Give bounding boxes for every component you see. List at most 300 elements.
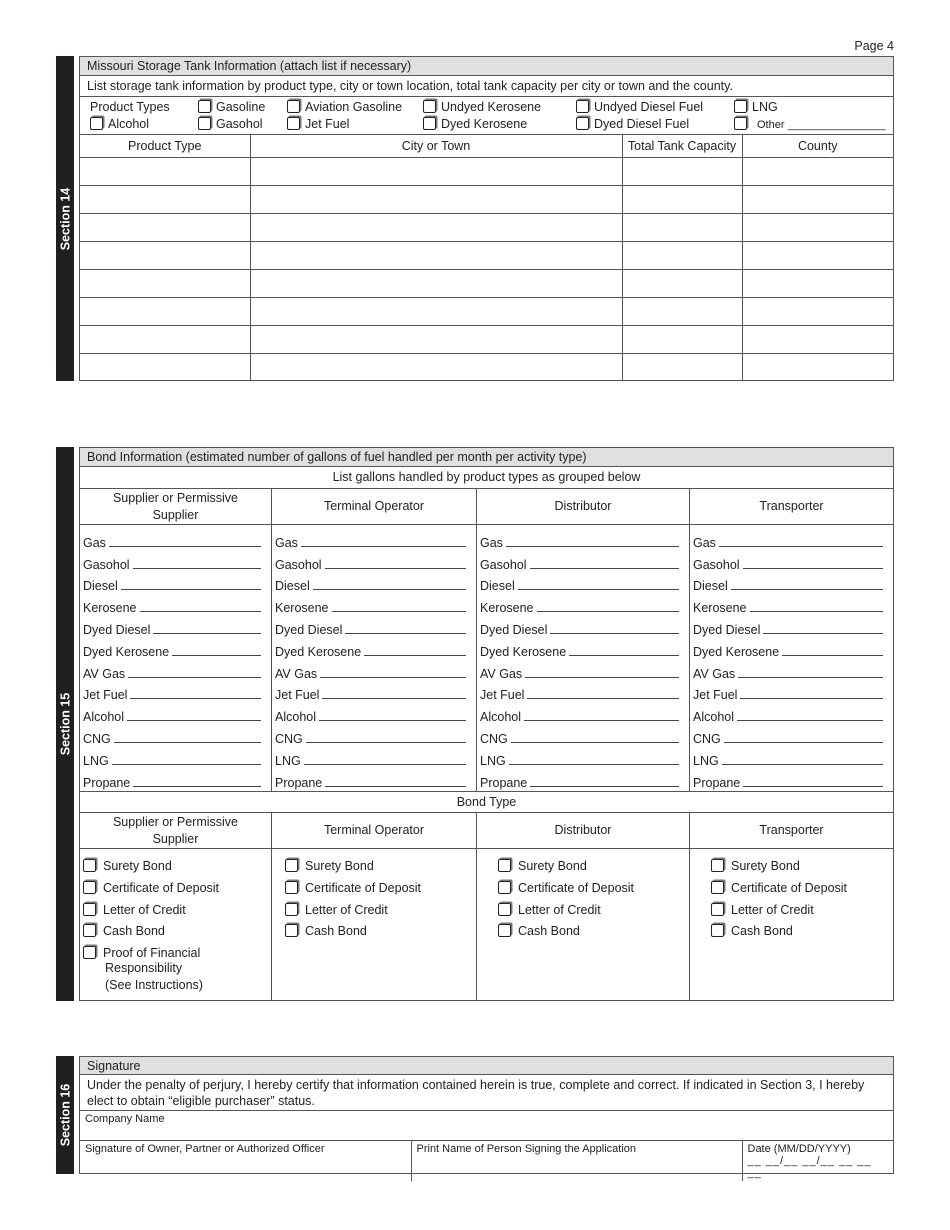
bond-option-label: Certificate of Deposit [731,880,848,895]
checkbox-icon [498,903,511,916]
fill-line [524,720,679,721]
fill-line [740,698,883,699]
gallons-field-diesel[interactable] [477,572,689,594]
gallons-field-alcohol[interactable] [477,702,689,724]
signature-field[interactable] [80,1141,411,1181]
table-cell[interactable] [622,325,742,353]
bond-option-label: Letter of Credit [103,902,186,917]
table-cell[interactable] [742,185,893,213]
table-row [80,185,893,213]
fuel-label: CNG [693,731,721,746]
gallons-column-supplier-or-permissive-supplier [80,489,272,791]
fill-line [525,677,679,678]
gallons-field-av-gas[interactable] [477,659,689,681]
fill-line [301,546,466,547]
gallons-field-gasohol[interactable] [80,550,271,572]
column-header-label: Transporter [759,499,824,513]
table-cell[interactable] [250,297,622,325]
gallons-field-kerosene[interactable] [272,593,476,615]
table-cell[interactable] [622,213,742,241]
table-cell[interactable] [622,185,742,213]
table-row [80,297,893,325]
fill-line [112,764,261,765]
table-row [80,213,893,241]
gallons-field-gasohol[interactable] [272,550,476,572]
bond-option-label: Surety Bond [518,859,587,873]
bond-option-label: Letter of Credit [518,902,601,917]
fill-line [530,568,679,569]
gallons-field-gas[interactable] [477,528,689,550]
bond-option-letter-of-credit[interactable] [272,900,476,922]
column-header-label: Terminal Operator [323,499,425,513]
fill-line [172,655,261,656]
gallons-field-lng[interactable] [272,746,476,768]
checkbox-icon [711,924,724,937]
product-checkbox-gasohol[interactable]: Gasohol [198,117,263,132]
section-14-instructions: List storage tank information by product type, city or town location, total tank capacity per city or town and the county. [80,76,893,97]
fill-line [719,546,883,547]
column-header-label: Distributor [554,499,612,513]
fuel-label: AV Gas [275,666,318,681]
gallons-field-propane[interactable] [80,768,271,790]
date-label: Date (MM/DD/YYYY) [747,1143,851,1155]
fuel-label: Propane [480,775,528,790]
column-header-label: Transporter [759,823,824,837]
checkbox-icon [498,859,511,872]
bond-option-certificate-of-deposit[interactable] [477,878,689,900]
fuel-label: Diesel [275,579,310,594]
bond-option-label: Cash Bond [518,924,580,939]
fill-line [509,764,679,765]
table-cell[interactable] [250,213,622,241]
fuel-label: Dyed Diesel [83,622,151,637]
table-cell[interactable] [80,213,250,241]
bond-option-cash-bond[interactable] [80,921,271,943]
fill-line [511,742,679,743]
fuel-label: Jet Fuel [480,688,525,703]
table-row [80,325,893,353]
column-header-label: Supplier or Permissive Supplier [112,814,239,846]
table-cell[interactable] [742,297,893,325]
checkbox-icon [285,924,298,937]
checkbox-icon [734,100,747,113]
fuel-label: Dyed Diesel [693,622,761,637]
column-header-label: Distributor [554,823,612,837]
product-checkbox-alcohol[interactable]: Alcohol [90,117,149,132]
fill-line [537,611,679,612]
table-row [80,241,893,269]
gallons-field-cng[interactable] [80,724,271,746]
bond-option-letter-of-credit[interactable] [477,900,689,922]
gallons-field-av-gas[interactable] [80,659,271,681]
bond-option-surety-bond[interactable] [690,856,893,878]
table-cell[interactable] [622,297,742,325]
section-16-tab: Section 16 [56,1056,74,1174]
gallons-field-alcohol[interactable] [272,702,476,724]
gallons-field-alcohol[interactable] [80,702,271,724]
table-cell[interactable] [250,269,622,297]
bond-option-cash-bond[interactable] [477,921,689,943]
table-row [80,353,893,381]
fuel-label: CNG [275,731,303,746]
gallons-field-kerosene[interactable] [80,593,271,615]
gallons-column-terminal-operator [272,489,477,791]
column-header-county: County [742,135,893,157]
table-cell[interactable] [80,185,250,213]
product-types-block [80,97,893,135]
table-cell[interactable] [622,353,742,381]
gallons-field-gasohol[interactable] [690,550,893,572]
fuel-label: Dyed Diesel [275,622,343,637]
column-header-city-or-town: City or Town [250,135,622,157]
table-cell[interactable] [742,157,893,185]
checkbox-icon [711,881,724,894]
bond-option-letter-of-credit[interactable] [690,900,893,922]
bond-header-distributor [477,813,689,849]
bond-option-label: Surety Bond [731,859,800,873]
fill-line [320,677,466,678]
fill-line [722,764,883,765]
bond-option-label: Certificate of Deposit [305,880,422,895]
bond-column-distributor [477,813,690,1000]
product-checkbox-aviation-gasoline[interactable]: Aviation Gasoline [287,100,402,115]
gallons-field-dyed-kerosene[interactable] [80,637,271,659]
fuel-label: Kerosene [83,601,137,616]
fill-line [313,589,466,590]
fuel-label: CNG [83,731,111,746]
bond-option-label: Responsibility [105,961,183,976]
bond-option-label: Cash Bond [731,924,793,939]
bond-option-label: Cash Bond [103,924,165,939]
bond-option-letter-of-credit[interactable] [80,900,271,922]
gallons-field-lng[interactable] [690,746,893,768]
fill-line [506,546,679,547]
fuel-label: Gasohol [693,557,740,572]
fuel-label: Alcohol [275,710,316,725]
fuel-label: CNG [480,731,508,746]
fill-line [518,589,679,590]
fill-line [743,786,883,787]
fill-line [743,568,883,569]
gallons-field-gas[interactable] [272,528,476,550]
checkbox-icon [423,117,436,130]
column-header-label: Supplier or Permissive Supplier [112,490,239,522]
fuel-label: Diesel [83,579,118,594]
bond-option-label: Letter of Credit [731,902,814,917]
checkbox-icon [83,859,96,872]
bond-column-supplier-or-permissive-supplier [80,813,272,1000]
bond-option-surety-bond[interactable] [272,856,476,878]
table-cell[interactable] [622,157,742,185]
table-cell[interactable] [80,297,250,325]
gallons-field-jet-fuel[interactable] [80,681,271,703]
bond-option-cash-bond[interactable] [690,921,893,943]
column-header-supplier-or-permissive-supplier [80,489,271,525]
fill-line [322,698,466,699]
bond-option-label: (See Instructions) [105,978,203,993]
table-cell[interactable] [80,325,250,353]
bond-option-certificate-of-deposit[interactable] [690,878,893,900]
bond-type-caption: Bond Type [80,792,893,813]
fill-line [319,720,466,721]
bond-column-transporter [690,813,893,1000]
product-checkbox-undyed-kerosene[interactable]: Undyed Kerosene [423,100,541,115]
fill-line [133,568,261,569]
bond-option-text [80,960,271,977]
bond-header-supplier-or-permissive-supplier [80,813,271,849]
fill-line [306,742,466,743]
section-14-tab: Section 14 [56,56,74,381]
fuel-label: Gas [480,535,503,550]
gallons-field-diesel[interactable] [80,572,271,594]
gallons-field-dyed-kerosene[interactable] [477,637,689,659]
product-checkbox-dyed-kerosene[interactable]: Dyed Kerosene [423,117,527,132]
checkbox-icon [734,117,747,130]
gallons-field-cng[interactable] [272,724,476,746]
company-name-label: Company Name [85,1113,165,1125]
gallons-field-av-gas[interactable] [690,659,893,681]
gallons-field-dyed-diesel[interactable] [477,615,689,637]
fill-line [140,611,261,612]
table-cell[interactable] [250,185,622,213]
gallons-field-jet-fuel[interactable] [272,681,476,703]
bond-header-transporter [690,813,893,849]
bond-option-label: Certificate of Deposit [518,880,635,895]
fuel-label: Jet Fuel [275,688,320,703]
product-checkbox-jet-fuel[interactable]: Jet Fuel [287,117,349,132]
gallons-caption: List gallons handled by product types as grouped below [80,467,893,489]
fuel-label: LNG [83,753,109,768]
fill-line [128,677,261,678]
bond-type-grid [80,813,893,1000]
gallons-field-dyed-diesel[interactable] [80,615,271,637]
checkbox-icon [287,100,300,113]
table-cell[interactable] [80,241,250,269]
checkbox-icon [711,859,724,872]
gallons-field-dyed-kerosene[interactable] [272,637,476,659]
fuel-label: AV Gas [83,666,126,681]
fuel-label: Kerosene [480,601,534,616]
fuel-label: Propane [693,775,741,790]
column-header-total-tank-capacity: Total Tank Capacity [622,135,742,157]
section-15-title: Bond Information (estimated number of gallons of fuel handled per month per activity type) [80,448,893,467]
section-15-tab: Section 15 [56,447,74,1001]
table-row [80,157,893,185]
signature-label: Signature of Owner, Partner or Authorized Officer [85,1143,325,1155]
fill-line [731,589,883,590]
bond-option-surety-bond[interactable] [477,856,689,878]
gallons-field-kerosene[interactable] [477,593,689,615]
column-header-terminal-operator [272,489,476,525]
checkbox-icon [198,117,211,130]
gallons-field-diesel[interactable] [690,572,893,594]
checkbox-icon [83,903,96,916]
table-cell[interactable] [742,241,893,269]
fill-line [724,742,883,743]
storage-tank-table [80,135,893,381]
fuel-label: Gas [83,535,106,550]
gallons-field-propane[interactable] [477,768,689,790]
product-checkbox-gasoline[interactable]: Gasoline [198,100,265,115]
gallons-field-dyed-kerosene[interactable] [690,637,893,659]
fuel-label: Propane [83,775,131,790]
fuel-label: Diesel [693,579,728,594]
fuel-label: AV Gas [480,666,523,681]
fuel-label: Gas [275,535,298,550]
table-cell[interactable] [80,269,250,297]
date-field[interactable] [742,1141,893,1181]
gallons-field-dyed-diesel[interactable] [690,615,893,637]
table-cell[interactable] [622,241,742,269]
gallons-column-distributor [477,489,690,791]
fuel-label: Jet Fuel [693,688,738,703]
fill-line [527,698,679,699]
section-15-box [79,447,894,1001]
column-header-transporter [690,489,893,525]
fuel-label: Dyed Kerosene [480,644,567,659]
gallons-field-av-gas[interactable] [272,659,476,681]
checkbox-icon [498,924,511,937]
checkbox-icon [83,924,96,937]
fill-line [130,698,261,699]
gallons-field-jet-fuel[interactable] [690,681,893,703]
column-header-distributor [477,489,689,525]
fill-line [763,633,883,634]
certification-text: Under the penalty of perjury, I hereby certify that information contained herein is true, complete and correct. If indicated in Section 3, I hereby elect to obtain “eligible purchaser” status. [80,1075,893,1111]
fuel-label: Diesel [480,579,515,594]
gallons-field-kerosene[interactable] [690,593,893,615]
fill-line [569,655,679,656]
table-cell[interactable] [622,269,742,297]
fill-line [737,720,883,721]
table-cell[interactable] [80,157,250,185]
column-header-product-type: Product Type [80,135,250,157]
checkbox-icon [90,117,103,130]
bond-column-terminal-operator [272,813,477,1000]
table-cell[interactable] [742,269,893,297]
table-cell[interactable] [742,353,893,381]
fill-line [114,742,261,743]
page-number: Page 4 [854,39,894,53]
gallons-field-jet-fuel[interactable] [477,681,689,703]
checkbox-icon [83,881,96,894]
gallons-field-gasohol[interactable] [477,550,689,572]
checkbox-icon [285,903,298,916]
fill-line [550,633,679,634]
gallons-column-transporter [690,489,893,791]
product-checkbox-dyed-diesel-fuel[interactable]: Dyed Diesel Fuel [576,117,689,132]
fill-line [325,568,466,569]
fuel-label: Dyed Diesel [480,622,548,637]
gallons-field-gas[interactable] [690,528,893,550]
bond-option-text [80,977,271,994]
fill-line [332,611,466,612]
fuel-label: LNG [275,753,301,768]
fill-line [121,589,261,590]
section-14-title: Missouri Storage Tank Information (attach list if necessary) [80,57,893,76]
fuel-label: Kerosene [693,601,747,616]
table-cell[interactable] [742,325,893,353]
bond-option-label: Surety Bond [305,859,374,873]
bond-option-label: Cash Bond [305,924,367,939]
table-cell[interactable] [250,353,622,381]
checkbox-icon [576,100,589,113]
checkbox-icon [285,881,298,894]
fuel-label: LNG [480,753,506,768]
checkbox-icon [198,100,211,113]
fill-line [109,546,261,547]
gallons-field-cng[interactable] [690,724,893,746]
fill-line [345,633,466,634]
table-row [80,269,893,297]
signature-row [80,1141,893,1181]
date-blank: __ __/__ __/__ __ __ __ [747,1155,872,1179]
table-cell[interactable] [250,325,622,353]
gallons-field-alcohol[interactable] [690,702,893,724]
company-name-field[interactable] [80,1111,893,1141]
bond-option-label: Letter of Credit [305,902,388,917]
fuel-label: LNG [693,753,719,768]
fuel-label: Gasohol [480,557,527,572]
table-cell[interactable] [250,241,622,269]
fuel-label: Dyed Kerosene [275,644,362,659]
gallons-field-diesel[interactable] [272,572,476,594]
section-14-box [79,56,894,381]
table-cell[interactable] [80,353,250,381]
gallons-field-lng[interactable] [477,746,689,768]
print-name-label: Print Name of Person Signing the Application [416,1143,637,1155]
fill-line [530,786,679,787]
bond-option-label: Proof of Financial [103,946,201,961]
fill-line [127,720,261,721]
product-types-label: Product Types [90,100,170,114]
bond-option-certificate-of-deposit[interactable] [80,878,271,900]
product-checkbox-lng[interactable]: LNG [734,100,778,115]
fuel-label: Dyed Kerosene [693,644,780,659]
fuel-label: Dyed Kerosene [83,644,170,659]
column-header-label: Terminal Operator [323,823,425,837]
table-cell[interactable] [250,157,622,185]
fill-line [750,611,883,612]
fuel-label: Kerosene [275,601,329,616]
fill-line [153,633,261,634]
gallons-field-dyed-diesel[interactable] [272,615,476,637]
product-checkbox-other[interactable]: Other ________________ [734,117,885,133]
fill-line [364,655,466,656]
bond-header-terminal-operator [272,813,476,849]
bond-option-proof-of-financial-responsibility[interactable] [80,943,271,960]
product-checkbox-undyed-diesel-fuel[interactable]: Undyed Diesel Fuel [576,100,703,115]
gallons-field-cng[interactable] [477,724,689,746]
print-name-field[interactable] [411,1141,742,1181]
gallons-field-gas[interactable] [80,528,271,550]
checkbox-icon [423,100,436,113]
bond-option-certificate-of-deposit[interactable] [272,878,476,900]
bond-option-cash-bond[interactable] [272,921,476,943]
checkbox-icon [498,881,511,894]
table-cell[interactable] [742,213,893,241]
fill-line [325,786,466,787]
fuel-label: Propane [275,775,323,790]
fill-line [738,677,883,678]
fuel-label: Alcohol [693,710,734,725]
gallons-field-propane[interactable] [690,768,893,790]
checkbox-icon [711,903,724,916]
gallons-field-lng[interactable] [80,746,271,768]
gallons-field-propane[interactable] [272,768,476,790]
section-16-box [79,1056,894,1179]
bond-option-surety-bond[interactable] [80,856,271,878]
